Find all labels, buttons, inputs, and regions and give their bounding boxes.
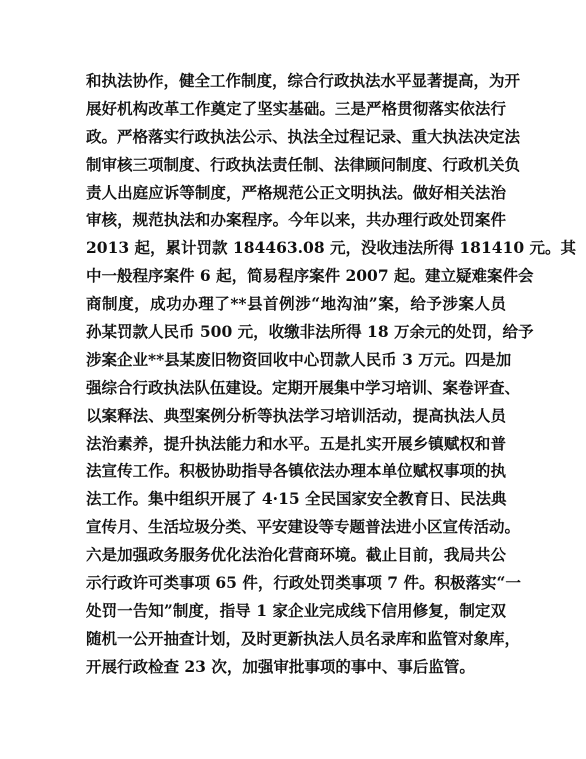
text-line: 随机一公开抽查计划，及时更新执法人员名录库和监管对象库， — [86, 628, 521, 648]
text-line: 以案释法、典型案例分析等执法学习培训活动，提高执法人员 — [86, 405, 506, 425]
text-line: 责人出庭应诉等制度，严格规范公正文明执法。做好相关法治 — [86, 182, 506, 202]
text-line: 示行政许可类事项 65 件，行政处罚类事项 7 件。积极落实“一 — [86, 573, 521, 593]
text-line: 孙某罚款人民币 500 元，收缴非法所得 18 万余元的处罚，给予 — [86, 322, 534, 342]
text-line: 制审核三项制度、行政执法责任制、法律顾问制度、行政机关负 — [86, 154, 521, 174]
text-line: 政。严格落实行政执法公示、执法全过程记录、重大执法决定法 — [86, 126, 521, 146]
text-line: 六是加强政务服务优化法治化营商环境。截止目前，我局共公 — [86, 545, 506, 565]
text-line: 法工作。集中组织开展了 4·15 全民国家安全教育日、民法典 — [86, 489, 507, 509]
text-line: 开展行政检查 23 次，加强审批事项的事中、事后监管。 — [86, 656, 475, 676]
text-line: 2013 起，累计罚款 184463.08 元，没收违法所得 181410 元。其 — [86, 238, 577, 258]
text-line: 法宣传工作。积极协助指导各镇依法办理本单位赋权事项的执 — [86, 461, 506, 481]
text-line: 处罚一告知”制度，指导 1 家企业完成线下信用修复，制定双 — [86, 600, 506, 620]
text-line: 法治素养，提升执法能力和水平。五是扎实开展乡镇赋权和普 — [86, 433, 506, 453]
text-line: 商制度，成功办理了**县首例涉“地沟油”案，给予涉案人员 — [86, 294, 506, 314]
text-line: 中一般程序案件 6 起，简易程序案件 2007 起。建立疑难案件会 — [86, 266, 534, 286]
text-line: 涉案企业**县某废旧物资回收中心罚款人民币 3 万元。四是加 — [86, 349, 512, 369]
text-line: 展好机构改革工作奠定了坚实基础。三是严格贯彻落实依法行 — [86, 98, 506, 118]
text-line: 宣传月、生活垃圾分类、平安建设等专题普法进小区宣传活动。 — [86, 517, 521, 537]
body-paragraph — [86, 67, 577, 681]
text-line: 审核，规范执法和办案程序。今年以来，共办理行政处罚案件 — [86, 210, 506, 230]
text-line: 强综合行政执法队伍建设。定期开展集中学习培训、案卷评查、 — [86, 377, 521, 397]
text-line: 和执法协作，健全工作制度，综合行政执法水平显著提高，为开 — [86, 71, 521, 90]
